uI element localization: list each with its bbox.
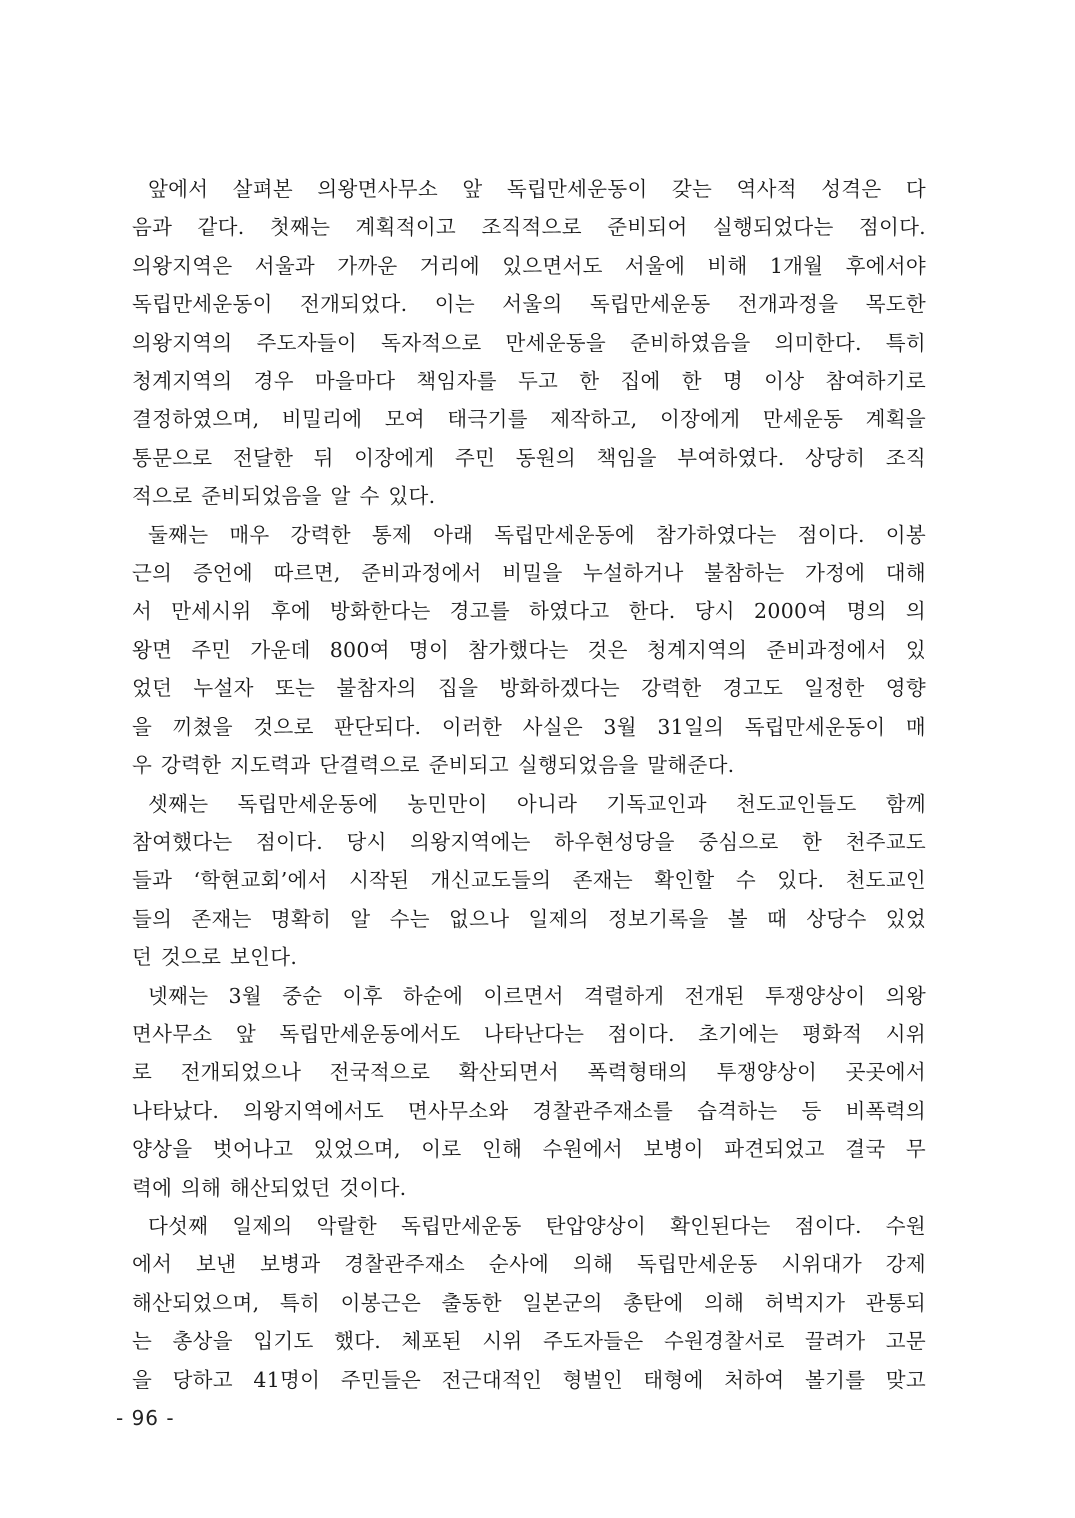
paragraph-1 xyxy=(116,170,926,516)
text-line: 앞에서 살펴본 의왕면사무소 앞 독립만세운동이 갖는 역사적 성격은 다 xyxy=(148,177,926,201)
text-line: 결정하였으며, 비밀리에 모여 태극기를 제작하고, 이장에게 만세운동 계획을 xyxy=(132,407,926,432)
text-line: 었던 누설자 또는 불참자의 집을 방화하겠다는 강력한 경고도 일정한 영향 xyxy=(132,676,926,701)
text-line: 통문으로 전달한 뒤 이장에게 주민 동원의 책임을 부여하였다. 상당히 조직 xyxy=(132,445,926,470)
text-line: 서 만세시위 후에 방화한다는 경고를 하였다고 한다. 당시 2000여 명의 의 xyxy=(132,599,926,624)
text-line: 의왕지역의 주도자들이 독자적으로 만세운동을 준비하였음을 의미한다. 특히 xyxy=(132,330,926,355)
text-line: 나타났다. 의왕지역에서도 면사무소와 경찰관주재소를 습격하는 등 비폭력의 xyxy=(132,1098,926,1123)
paragraph-2 xyxy=(116,516,926,785)
body-text xyxy=(116,170,926,1399)
text-line: 둘째는 매우 강력한 통제 아래 독립만세운동에 참가하였다는 점이다. 이봉 xyxy=(148,522,926,547)
text-line: 참여했다는 점이다. 당시 의왕지역에는 하우현성당을 중심으로 한 천주교도 xyxy=(132,829,926,854)
text-line: 독립만세운동이 전개되었다. 이는 서울의 독립만세운동 전개과정을 목도한 xyxy=(132,292,926,317)
text-line: 들과 ‘학현교회’에서 시작된 개신교도들의 존재는 확인할 수 있다. 천도교인 xyxy=(132,868,926,893)
paragraph-3 xyxy=(116,785,926,977)
paragraph-5 xyxy=(116,1207,926,1399)
page-number: - 96 - xyxy=(116,1406,175,1430)
text-line: 적으로 준비되었음을 알 수 있다. xyxy=(132,484,436,509)
text-line: 던 것으로 보인다. xyxy=(132,945,298,970)
text-line: 음과 같다. 첫째는 계획적이고 조직적으로 준비되어 실행되었다는 점이다. xyxy=(132,215,926,240)
text-line: 을 당하고 41명이 주민들은 전근대적인 형벌인 태형에 처하여 볼기를 맞고 xyxy=(132,1367,926,1392)
text-line: 근의 증언에 따르면, 준비과정에서 비밀을 누설하거나 불참하는 가정에 대해 xyxy=(132,561,926,586)
text-line: 양상을 벗어나고 있었으며, 이로 인해 수원에서 보병이 파견되었고 결국 무 xyxy=(132,1137,926,1162)
text-line: 다섯째 일제의 악랄한 독립만세운동 탄압양상이 확인된다는 점이다. 수원 xyxy=(148,1213,926,1238)
text-line: 의왕지역은 서울과 가까운 거리에 있으면서도 서울에 비해 1개월 후에서야 xyxy=(132,253,926,278)
text-line: 우 강력한 지도력과 단결력으로 준비되고 실행되었음을 말해준다. xyxy=(132,753,735,778)
text-line: 면사무소 앞 독립만세운동에서도 나타난다는 점이다. 초기에는 평화적 시위 xyxy=(132,1021,926,1046)
text-line: 에서 보낸 보병과 경찰관주재소 순사에 의해 독립만세운동 시위대가 강제 xyxy=(132,1252,926,1277)
text-line: 넷째는 3월 중순 이후 하순에 이르면서 격렬하게 전개된 투쟁양상이 의왕 xyxy=(148,983,926,1008)
text-line: 셋째는 독립만세운동에 농민만이 아니라 기독교인과 천도교인들도 함께 xyxy=(148,791,926,816)
text-line: 는 총상을 입기도 했다. 체포된 시위 주도자들은 수원경찰서로 끌려가 고문 xyxy=(132,1329,926,1354)
text-line: 들의 존재는 명확히 알 수는 없으나 일제의 정보기록을 볼 때 상당수 있었 xyxy=(132,906,926,931)
text-line: 로 전개되었으나 전국적으로 확산되면서 폭력형태의 투쟁양상이 곳곳에서 xyxy=(132,1060,926,1085)
text-line: 왕면 주민 가운데 800여 명이 참가했다는 것은 청계지역의 준비과정에서 있 xyxy=(132,637,926,662)
text-line: 해산되었으며, 특히 이봉근은 출동한 일본군의 총탄에 의해 허벅지가 관통되 xyxy=(132,1290,926,1315)
text-line: 을 끼쳤을 것으로 판단되다. 이러한 사실은 3월 31일의 독립만세운동이 매 xyxy=(132,714,926,739)
paragraph-4 xyxy=(116,977,926,1207)
text-line: 력에 의해 해산되었던 것이다. xyxy=(132,1175,407,1200)
text-line: 청계지역의 경우 마을마다 책임자를 두고 한 집에 한 명 이상 참여하기로 xyxy=(132,369,926,394)
